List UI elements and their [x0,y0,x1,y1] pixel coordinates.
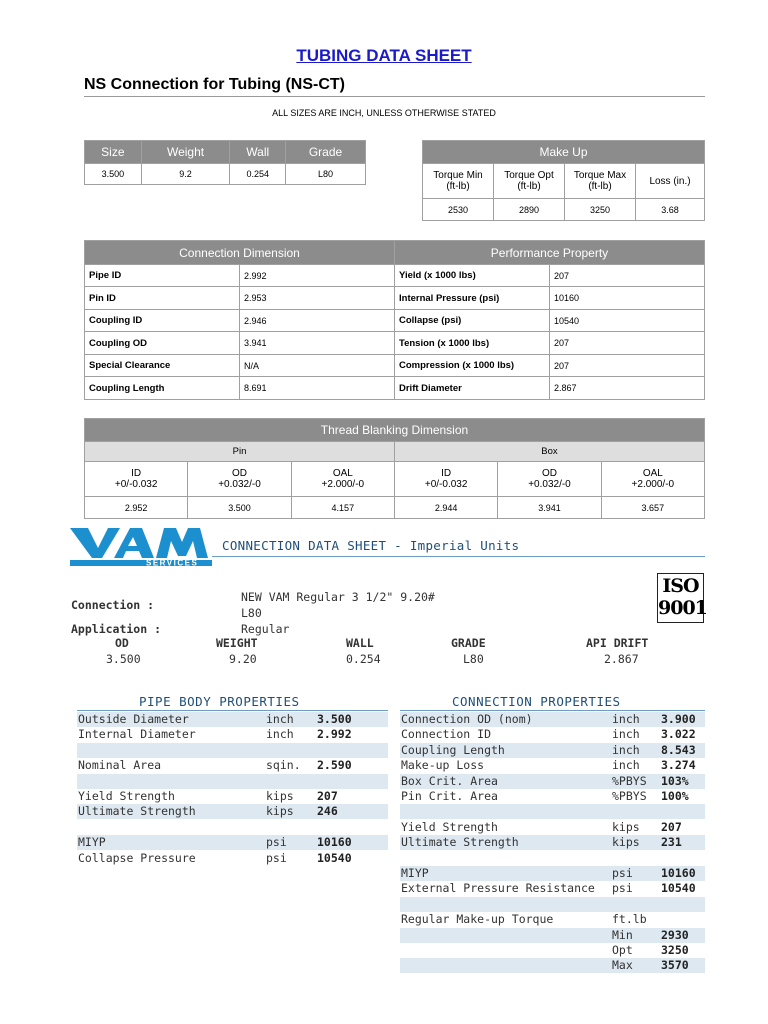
perf-value: 2.867 [550,377,705,400]
box-id-value: 2.944 [394,497,497,519]
property-value: 10540 [317,850,352,865]
perf-label: Compression (x 1000 lbs) [395,355,550,377]
thread-blanking-table [84,418,705,519]
property-row [400,912,705,927]
property-row [400,943,705,958]
property-row [77,712,388,727]
property-value: 8.543 [661,742,696,757]
summary-drift-header: API DRIFT [586,636,649,650]
property-row [400,712,705,727]
property-row [77,758,388,773]
property-value: 10160 [661,866,696,880]
property-value: 207 [317,789,338,803]
property-unit: sqin. [266,758,301,773]
property-label: Connection OD (nom) [401,712,533,726]
iso-9001-logo [657,573,707,623]
summary-wall-header: WALL [346,636,374,650]
property-value: 3250 [661,943,689,957]
perf-value: 10540 [550,310,705,332]
property-value: 3570 [661,958,689,973]
perf-value: 207 [550,332,705,355]
box-od-value: 3.941 [498,497,601,519]
property-label: Yield Strength [78,789,175,803]
property-unit: inch [612,758,640,773]
property-unit: inch [612,727,640,742]
property-row [400,866,705,881]
property-value: 3.022 [661,727,696,742]
property-row [400,928,705,943]
property-value: 231 [661,835,682,850]
perf-value: 207 [550,355,705,377]
property-unit: Opt [612,943,633,957]
box-od-header: OD +0.032/-0 [498,462,601,497]
property-row [400,835,705,850]
property-value: 2930 [661,927,689,942]
size-table [84,140,366,185]
property-row [77,743,388,758]
dim-label: Coupling OD [85,332,240,355]
torque-max-header: Torque Max (ft-lb) [565,164,636,199]
pipe-body-rule [77,710,388,711]
dim-value: 2.946 [240,310,395,332]
property-row [400,727,705,742]
property-label: Nominal Area [78,758,162,773]
property-unit: kips [266,804,294,819]
torque-min-value: 2530 [423,199,494,221]
torque-min-header: Torque Min (ft-lb) [423,164,494,199]
property-unit: inch [266,712,294,726]
property-label: External Pressure Resistance [401,881,595,896]
property-label: Internal Diameter [78,727,196,742]
property-label: Collapse Pressure [78,850,196,865]
property-row [77,835,388,850]
size-header: Size [85,141,142,164]
dim-value: 8.691 [240,377,395,400]
property-value: 3.900 [661,712,696,726]
perf-label: Collapse (psi) [395,310,550,332]
property-row [400,774,705,789]
dims-performance-table [84,240,705,400]
property-unit: ft.lb [612,912,647,927]
property-value: 3.274 [661,758,696,773]
property-value: 103% [661,773,689,788]
torque-opt-value: 2890 [494,199,565,221]
pin-oal-header: OAL +2.000/-0 [291,462,394,497]
property-row [400,743,705,758]
dim-label: Special Clearance [85,355,240,377]
pin-oal-value: 4.157 [291,497,394,519]
property-label: Regular Make-up Torque [401,912,554,927]
dim-value: 2.953 [240,287,395,310]
property-value: 10160 [317,835,352,850]
property-value: 2.992 [317,727,352,742]
property-row [77,851,388,866]
connection-value: NEW VAM Regular 3 1/2" 9.20# [241,590,435,604]
property-unit: %PBYS [612,773,647,788]
property-unit: psi [612,866,633,880]
vam-heading-rule [212,556,705,557]
pipe-body-title: PIPE BODY PROPERTIES [139,694,300,709]
box-header: Box [394,442,704,462]
thread-blanking-header: Thread Blanking Dimension [85,419,705,442]
property-value: 2.590 [317,758,352,773]
property-row [77,727,388,742]
application-label: Application : [71,622,162,636]
dim-value: N/A [240,355,395,377]
wall-header: Wall [230,141,286,164]
summary-wall-value: 0.254 [346,652,381,666]
dim-label: Pin ID [85,287,240,310]
property-unit: psi [266,835,287,850]
iso-logo-text: ISO 9001 [658,575,707,619]
units-note: ALL SIZES ARE INCH, UNLESS OTHERWISE STATED [272,108,496,118]
perf-value: 207 [550,265,705,287]
perf-value: 10160 [550,287,705,310]
dim-label: Coupling Length [85,377,240,400]
summary-od-value: 3.500 [106,652,141,666]
property-label: Ultimate Strength [78,804,196,819]
subtitle-divider [84,96,705,97]
property-row [400,897,705,912]
property-unit: kips [266,789,294,803]
property-unit: psi [612,881,633,896]
summary-od-header: OD [115,636,129,650]
property-value: 246 [317,804,338,819]
wall-value: 0.254 [230,164,286,185]
summary-weight-header: WEIGHT [216,636,258,650]
vam-heading: CONNECTION DATA SHEET - Imperial Units [222,538,520,553]
property-label: MIYP [401,866,429,880]
property-row [400,758,705,773]
property-label: Coupling Length [401,742,505,757]
summary-row [0,636,768,666]
property-row [400,881,705,896]
size-value: 3.500 [85,164,142,185]
pin-od-value: 3.500 [188,497,291,519]
property-label: Outside Diameter [78,712,189,726]
connection-dimension-header: Connection Dimension [85,241,395,265]
property-label: Pin Crit. Area [401,789,498,803]
makeup-header: Make Up [423,141,705,164]
vam-services-logo [70,522,212,566]
property-unit: kips [612,835,640,850]
grade-header: Grade [286,141,366,164]
property-row [77,789,388,804]
svg-text:SERVICES: SERVICES [146,558,199,566]
makeup-table [422,140,705,221]
torque-opt-header: Torque Opt (ft-lb) [494,164,565,199]
grade-line-value: L80 [241,606,262,620]
property-label: Connection ID [401,727,492,742]
loss-value: 3.68 [636,199,705,221]
box-oal-value: 3.657 [601,497,704,519]
property-row [400,820,705,835]
connection-label: Connection : [71,598,155,612]
property-row [77,820,388,835]
property-value: 3.500 [317,712,352,726]
connection-props-title: CONNECTION PROPERTIES [452,694,621,709]
pin-id-header: ID +0/-0.032 [85,462,188,497]
summary-drift-value: 2.867 [604,652,639,666]
property-value: 207 [661,819,682,834]
loss-header: Loss (in.) [636,164,705,199]
property-value: 10540 [661,881,696,896]
perf-label: Yield (x 1000 lbs) [395,265,550,287]
property-row [400,804,705,819]
property-label: Ultimate Strength [401,835,519,850]
property-value: 100% [661,789,689,803]
page-title: TUBING DATA SHEET [296,46,472,65]
pin-od-header: OD +0.032/-0 [188,462,291,497]
property-label: Box Crit. Area [401,773,498,788]
dim-value: 3.941 [240,332,395,355]
grade-value: L80 [286,164,366,185]
property-unit: inch [266,727,294,742]
property-unit: Min [612,927,633,942]
pin-header: Pin [85,442,395,462]
property-unit: %PBYS [612,789,647,803]
property-row [400,851,705,866]
pin-id-value: 2.952 [85,497,188,519]
property-label: MIYP [78,835,106,850]
property-row [400,958,705,973]
page-subtitle: NS Connection for Tubing (NS-CT) [84,76,345,93]
property-unit: psi [266,850,287,865]
property-label: Make-up Loss [401,758,485,773]
application-value: Regular [241,622,290,636]
property-row [77,804,388,819]
box-oal-header: OAL +2.000/-0 [601,462,704,497]
summary-grade-value: L80 [463,652,484,666]
perf-label: Tension (x 1000 lbs) [395,332,550,355]
dim-label: Coupling ID [85,310,240,332]
property-unit: inch [612,742,640,757]
property-unit: Max [612,958,633,973]
perf-label: Drift Diameter [395,377,550,400]
dim-label: Pipe ID [85,265,240,287]
property-unit: kips [612,819,640,834]
property-unit: inch [612,712,640,726]
perf-label: Internal Pressure (psi) [395,287,550,310]
performance-property-header: Performance Property [395,241,705,265]
summary-weight-value: 9.20 [229,652,257,666]
summary-grade-header: GRADE [451,636,486,650]
box-id-header: ID +0/-0.032 [394,462,497,497]
dim-value: 2.992 [240,265,395,287]
weight-header: Weight [141,141,230,164]
property-row [77,774,388,789]
property-row [400,789,705,804]
property-label: Yield Strength [401,819,498,834]
weight-value: 9.2 [141,164,230,185]
connection-props-rule [400,710,705,711]
torque-max-value: 3250 [565,199,636,221]
